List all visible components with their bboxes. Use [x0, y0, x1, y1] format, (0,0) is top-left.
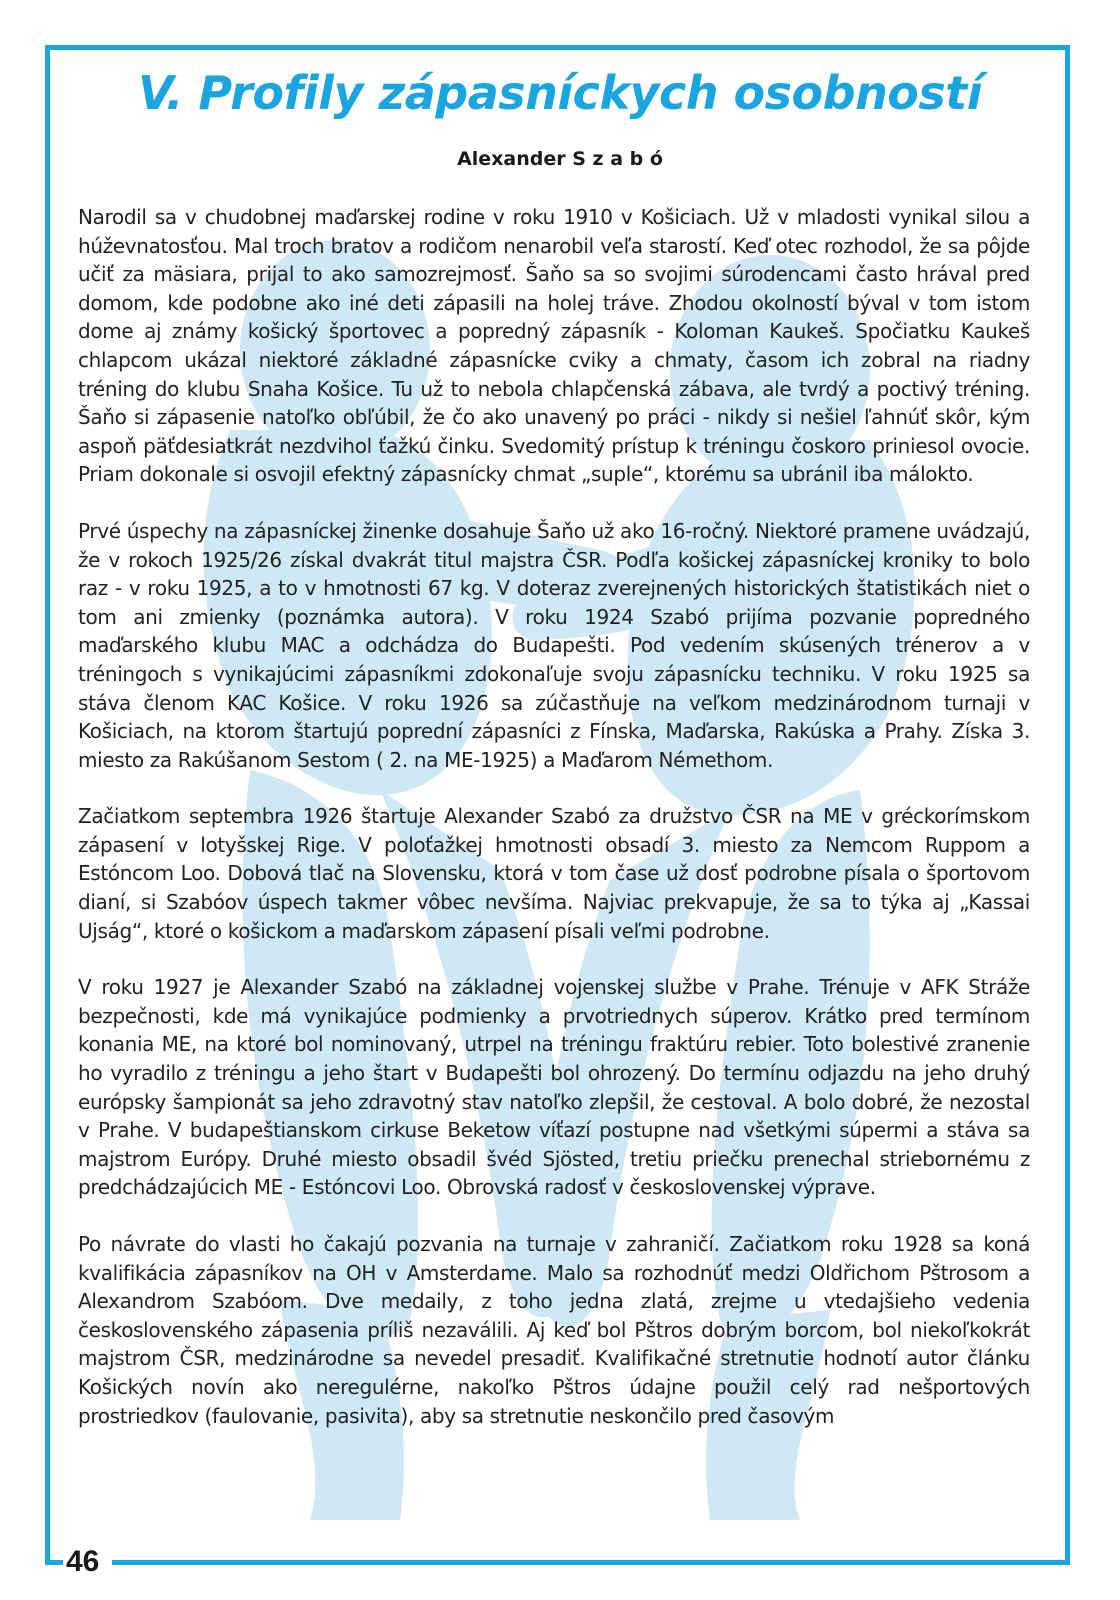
profile-name: Alexander S z a b ó [457, 148, 663, 170]
paragraph: Prvé úspechy na zápasníckej žinenke dosahuje Šaňo už ako 16-ročný. Niektoré pramene uvádzajú, že v rokoch 1925/26 získal dvakrát titul majstra ČSR. Podľa košickej zápasníckej kroniky to bolo raz - v roku 1925, a to v hmotnosti 67 kg. V doteraz zverejnených historických štatistikách niet o tom ani zmienky (poznámka autora). V roku 1924 Szabó prijíma pozvanie popredného maďarského klubu MAC a odchádza do Budapešti. Pod vedením skúsených trénerov a v tréningoch s vynikajúcimi zápasníkmi zdokonaľuje svoju zápasnícku techniku. V roku 1925 sa stáva členom KAC Košice. V roku 1926 sa zúčastňuje na veľkom medzinárodnom turnaji v Košiciach, na ktorom štartujú poprední zápasníci z Fínska, Maďarska, Rakúska a Prahy. Získa 3. miesto za Rakúšanom Sestom ( 2. na ME-1925) a Maďarom Némethom. [78, 518, 1030, 772]
paragraph: V roku 1927 je Alexander Szabó na základnej vojenskej službe v Prahe. Trénuje v AFK Stráže bezpečnosti, kde má vynikajúce podmienky a prvotriednych súperov. Krátko pred termínom konania ME, na ktoré bol nominovaný, utrpel na tréningu fraktúru rebier. Toto bolestivé zranenie ho vyradilo z tréningu a jeho štart v Budapešti bol ohrozený. Do termínu odjazdu na jeho druhý európsky šampionát sa jeho zdravotný stav natoľko zlepšil, že cestoval. A bolo dobré, že nezostal v Prahe. V budapeštianskom cirkuse Beketow víťazí postupne nad všetkými súpermi a stáva sa majstrom Európy. Druhé miesto obsadil švéd Sjösted, tretiu priečku prenechal striebornému z predchádzajúcich ME - Estóncovi Loo. Obrovská radosť v československej výprave. [78, 975, 1030, 1200]
page-number: 46 [66, 1545, 100, 1578]
frame-bottom-rule-right [112, 1560, 1070, 1565]
paragraph: Po návrate do vlasti ho čakajú pozvania na turnaje v zahraničí. Začiatkom roku 1928 sa koná kvalifikácia zápasníkov na OH v Amsterdame. Malo sa rozhodnúť medzi Oldřichom Pštrosom a Alexandrom Szabóom. Dve medaily, z toho jedna zlatá, zrejme u vtedajšieho vedenia československého zápasenia príliš nezaválili. Aj keď bol Pštros dobrým borcom, bol niekoľkokrát majstrom ČSR, medzinárodne sa nevedel presadiť. Kvalifikačné stretnutie hodnotí autor článku Košických novín ako neregulérne, nakoľko Pštros údajne použil celý rad nešportových prostriedkov (faulovanie, pasivita), aby sa stretnutie neskončilo pred časovým [78, 1232, 1030, 1428]
frame-bottom-rule-left [45, 1560, 63, 1565]
paragraph: Začiatkom septembra 1926 štartuje Alexander Szabó za družstvo ČSR na ME v gréckorímskom zápasení v lotyšskej Rige. V poloťažkej hmotnosti obsadí 3. miesto za Nemcom Ruppom a Estóncom Loo. Dobová tlač na Slovensku, ktorá v tom čase už dosť podrobne písala o športovom dianí, si Szabóov úspech takmer vôbec nevšíma. Najviac prekvapuje, že sa to týka aj „Kassai Ujság“, ktoré o košickom a maďarskom zápasení písali veľmi podrobne. [78, 804, 1030, 943]
paragraph: Narodil sa v chudobnej maďarskej rodine v roku 1910 v Košiciach. Už v mladosti vynikal silou a húževnatosťou. Mal troch bratov a rodičom nenarobil veľa starostí. Keď otec rozhodol, že sa pôjde učiť za mäsiara, prijal to ako samozrejmosť. Šaňo sa so svojimi súrodencami často hrával pred domom, kde podobne ako iné deti zápasili na holej tráve. Zhodou okolností býval v tom istom dome aj známy košický športovec a popredný zápasník - Koloman Kaukeš. Spočiatku Kaukeš chlapcom ukázal niektoré základné zápasnícke cviky a chmaty, časom ich zobral na riadny tréning do klubu Snaha Košice. Tu už to nebola chlapčenská zábava, ale tvrdý a poctivý tréning. Šaňo si zápasenie natoľko obľúbil, že čo ako unavený po práci - nikdy si nešiel ľahnúť skôr, kým aspoň päťdesiatkrát nezdvihol ťažkú činku. Svedomitý prístup k tréningu čoskoro priniesol ovocie. Priam dokonale si osvojil efektný zápasnícky chmat „suple“, ktorému sa ubránil iba málokto. [78, 205, 1030, 487]
article-body [78, 203, 1030, 1458]
page-title: V. Profily zápasníckych osobností [137, 66, 983, 120]
